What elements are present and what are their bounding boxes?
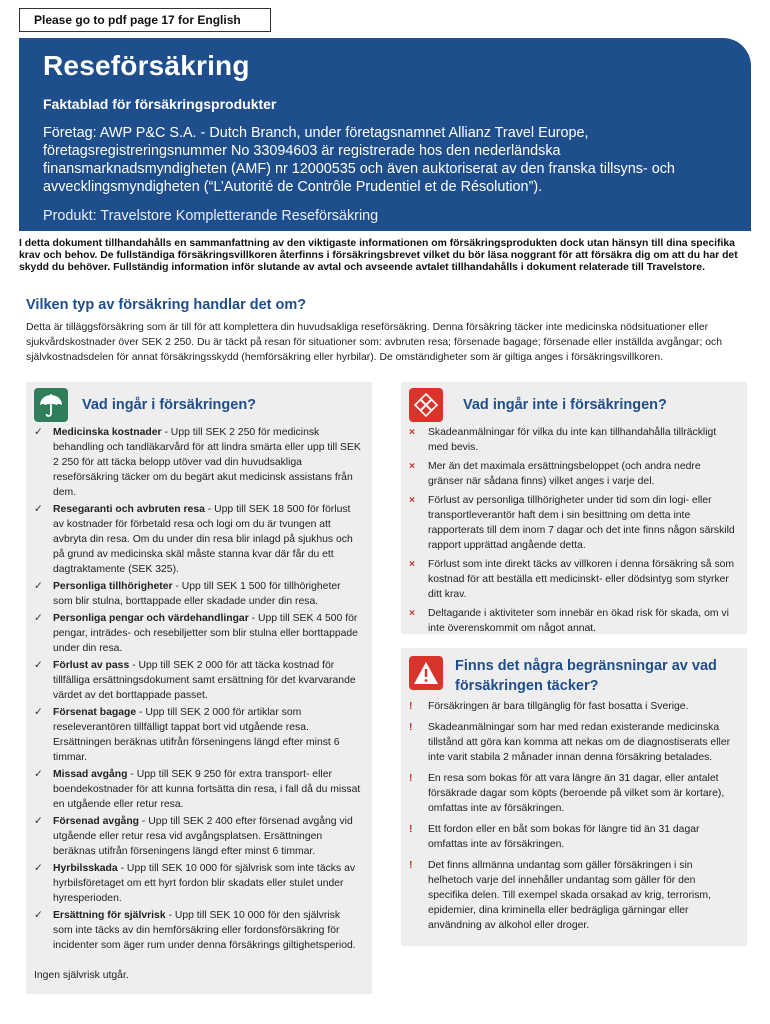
not-covered-title: Vad ingår inte i försäkringen? xyxy=(463,397,667,413)
insurance-type-heading: Vilken typ av försäkring handlar det om? xyxy=(26,297,307,313)
list-item xyxy=(401,771,747,816)
restrictions-list xyxy=(401,699,747,939)
not-covered-box xyxy=(401,382,747,634)
list-item xyxy=(26,861,372,906)
item-text: Skadeanmälningar för vilka du inte kan tillhandahålla tillräckligt med bevis. xyxy=(428,427,717,453)
list-item xyxy=(401,557,747,602)
list-item xyxy=(401,720,747,765)
list-item xyxy=(26,814,372,859)
check-icon: ✓ xyxy=(34,426,43,438)
item-label: Missad avgång xyxy=(53,769,128,780)
item-label: Ersättning för självrisk xyxy=(53,910,166,921)
exclamation-icon: ! xyxy=(409,700,413,712)
item-label: Personliga tillhörigheter xyxy=(53,581,173,592)
check-icon: ✓ xyxy=(34,768,43,780)
list-item xyxy=(401,459,747,489)
company-info: Företag: AWP P&C S.A. - Dutch Branch, under företagsnamnet Allianz Travel Europe, företagsregistreringsnummer No 33094603 är registrerade hos den nederländska finansmarknadsmyndigheten (AMF) nr 12000535 och även auktoriserat av den franska tillsyns- och avvecklingsmyndigheten (“L’Autorité de Contrôle Prudentiel et de Résolution”). xyxy=(43,125,675,195)
list-item xyxy=(26,705,372,765)
list-item xyxy=(26,658,372,703)
item-text: - Upp till SEK 18 500 för förlust av kostnader för förbetald resa och logi om du är tvungen att avbryta din resa. Om du under din resa blir inlagd på sjukhus och på grund av medicinska skäl måste stanna kvar där får du ett dagtraktamente (SEK 325). xyxy=(53,504,353,575)
item-text: Förlust som inte direkt täcks av villkoren i denna försäkring så som kostnad för att beställa ett medicinskt- eller dödsintyg som styrker ditt krav. xyxy=(428,559,735,600)
product-name: Produkt: Travelstore Kompletterande Reseförsäkring xyxy=(43,208,379,224)
cross-icon: × xyxy=(409,460,416,472)
item-text: - Upp till SEK 2 400 efter försenad avgång vid utgående eller retur resa vid avgångsplatsen. Ersättningen beräknas utifrån förseningens längd efter minst 6 timmar. xyxy=(53,816,353,857)
item-label: Personliga pengar och värdehandlingar xyxy=(53,613,249,624)
item-text: - Upp till SEK 2 000 för artiklar som reseleverantören tillfälligt tappat bort vid utgående resa. Ersättningen beräknas utifrån förseningens längd efter minst 6 timmar. xyxy=(53,707,340,763)
item-text: Skadeanmälningar som har med redan existerande medicinska tillstånd att göra kan komma att nekas om de diagnostiserats eller inte varit stabila 2 månader innan denna försäkring betalades. xyxy=(428,722,731,763)
english-page-note: Please go to pdf page 17 for English xyxy=(19,8,271,32)
item-text: - Upp till SEK 10 000 för självrisk som inte täcks av hyrbilsföretaget om ett hyrt fordon blir skadats eller stulet under hyresperioden. xyxy=(53,863,356,904)
item-text: Det finns allmänna undantag som gäller försäkringen i sin helhetoch varje del innehåller undantag som gäller för den specifika delen. Till exempel skada orsakad av krig, terrorism, epidemier, dina kriminella eller bedrägliga gärningar eller användning av alkohol eller droger. xyxy=(428,860,711,931)
exclamation-icon: ! xyxy=(409,859,413,871)
page-title: Reseförsäkring xyxy=(43,50,250,81)
intro-text: I detta dokument tillhandahålls en sammanfattning av den viktigaste informationen om försäkringsprodukten dock utan hänsyn till dina specifika krav och behov. De fullständiga försäkringsvillkoren återfinns i försäkringsbrevet vilket du bör läsa noggrant för att försäkra dig om att du har det skydd du behöver. Fullständig information inför slutande av avtal och avseende avtalet tillhandahålls i dokument relaterade till Travelstore. xyxy=(19,238,738,273)
check-icon: ✓ xyxy=(34,503,43,515)
item-text: Förlust av personliga tillhörigheter under tid som din logi- eller transportleverantör haft dem i sin besittning om detta inte rapporterats till dem inom 7 dagar och det inte finns någon särskild rapport upprättad angående detta. xyxy=(428,495,735,551)
header-banner xyxy=(19,38,751,231)
covered-title: Vad ingår i försäkringen? xyxy=(82,397,257,413)
item-label: Försenat bagage xyxy=(53,707,137,718)
item-label: Förlust av pass xyxy=(53,660,130,671)
item-label: Hyrbilsskada xyxy=(53,863,118,874)
item-text: - Upp till SEK 9 250 för extra transport- eller boendekostnader för att kunna fortsätta din resa, i fall då du missat en utgående eller retur resa. xyxy=(53,769,361,810)
item-label: Försenad avgång xyxy=(53,816,140,827)
list-item xyxy=(401,493,747,553)
list-item xyxy=(26,908,372,953)
insurance-type-text: Detta är tilläggsförsäkring som är till för att komplettera din huvudsakliga reseförsäkring. Denna försäkring täcker inte medicinska nödsituationer eller sjukvårdskostnader över SEK 2 250. Du är täckt på resan för situationer som: avbruten resa; försenade bagage; försenade eller inställda avgångar; och självkostnadsdelen för annat försäkringsskydd (hemförsäkring eller hyrbilar). De omständigheter som är giltiga anges i försäkringsvillkoren. xyxy=(26,322,722,363)
item-text: - Upp till SEK 10 000 för den självrisk som inte täcks av din hemförsäkring eller fordonsförsäkring för incidenter som äger rum under denna försäkrings giltighetsperiod. xyxy=(53,910,356,951)
list-item xyxy=(26,502,372,577)
exclamation-icon: ! xyxy=(409,772,413,784)
list-item xyxy=(26,767,372,812)
list-item xyxy=(401,699,747,714)
cross-icon: × xyxy=(409,426,416,438)
restrictions-header xyxy=(401,648,747,700)
check-icon: ✓ xyxy=(34,659,43,671)
item-text: Försäkringen är bara tillgänglig för fast bosatta i Sverige. xyxy=(428,701,689,712)
check-icon: ✓ xyxy=(34,706,43,718)
not-covered-list xyxy=(401,425,747,640)
list-item xyxy=(401,425,747,455)
covered-tail: Ingen självrisk utgår. xyxy=(34,970,129,981)
check-icon: ✓ xyxy=(34,909,43,921)
list-item xyxy=(26,611,372,656)
cross-icon: × xyxy=(409,494,416,506)
cross-icon: × xyxy=(409,558,416,570)
check-icon: ✓ xyxy=(34,612,43,624)
item-label: Resegaranti och avbruten resa xyxy=(53,504,205,515)
list-item xyxy=(26,579,372,609)
item-text: Mer än det maximala ersättningsbeloppet (och andra nedre gränser när sådana finns) vilket anges i varje del. xyxy=(428,461,701,487)
list-item xyxy=(26,425,372,500)
item-text: - Upp till SEK 2 000 för att täcka kostnad för tillfälliga ersättningsdokument samt ersättning för det kvarvarande värdet av det borttappade passet. xyxy=(53,660,356,701)
exclamation-icon: ! xyxy=(409,823,413,835)
prohibited-icon xyxy=(409,388,443,422)
covered-header xyxy=(26,382,372,430)
check-icon: ✓ xyxy=(34,580,43,592)
covered-box xyxy=(26,382,372,994)
list-item xyxy=(401,822,747,852)
umbrella-icon xyxy=(34,388,68,422)
check-icon: ✓ xyxy=(34,815,43,827)
page-subtitle: Faktablad för försäkringsprodukter xyxy=(43,96,277,112)
restrictions-box xyxy=(401,648,747,946)
cross-icon: × xyxy=(409,607,416,619)
item-text: - Upp till SEK 4 500 för pengar, inträdes- och resebiljetter som blir stulna eller borttappade under din resa. xyxy=(53,613,358,654)
not-covered-header xyxy=(401,382,747,430)
warning-icon xyxy=(409,656,443,690)
item-text: En resa som bokas för att vara längre än 31 dagar, eller antalet försäkrade dagar som köpts (beroende på vilket som är kortare), omfattas inte av försäkringen. xyxy=(428,773,725,814)
item-text: - Upp till SEK 1 500 för tillhörigheter som blir stulna, borttappade eller skadade under din resa. xyxy=(53,581,341,607)
restrictions-title: Finns det några begränsningar av vad försäkringen täcker? xyxy=(455,658,717,694)
item-text: Deltagande i aktiviteter som innebär en ökad risk för skada, om vi inte överenskommit om något annat. xyxy=(428,608,729,634)
covered-list xyxy=(26,425,372,955)
item-text: - Upp till SEK 2 250 för medicinsk behandling och tandläkarvård för att lindra smärta eller upp till SEK 2 250 för att täcka belopp utöver vad din huvudsakliga reseförsäkring täcker om du begärt akut medicinsk assistans från dem. xyxy=(53,427,361,498)
item-label: Medicinska kostnader xyxy=(53,427,162,438)
list-item xyxy=(401,858,747,933)
list-item xyxy=(401,606,747,636)
item-text: Ett fordon eller en båt som bokas för längre tid än 31 dagar omfattas inte av försäkringen. xyxy=(428,824,700,850)
exclamation-icon: ! xyxy=(409,721,413,733)
check-icon: ✓ xyxy=(34,862,43,874)
